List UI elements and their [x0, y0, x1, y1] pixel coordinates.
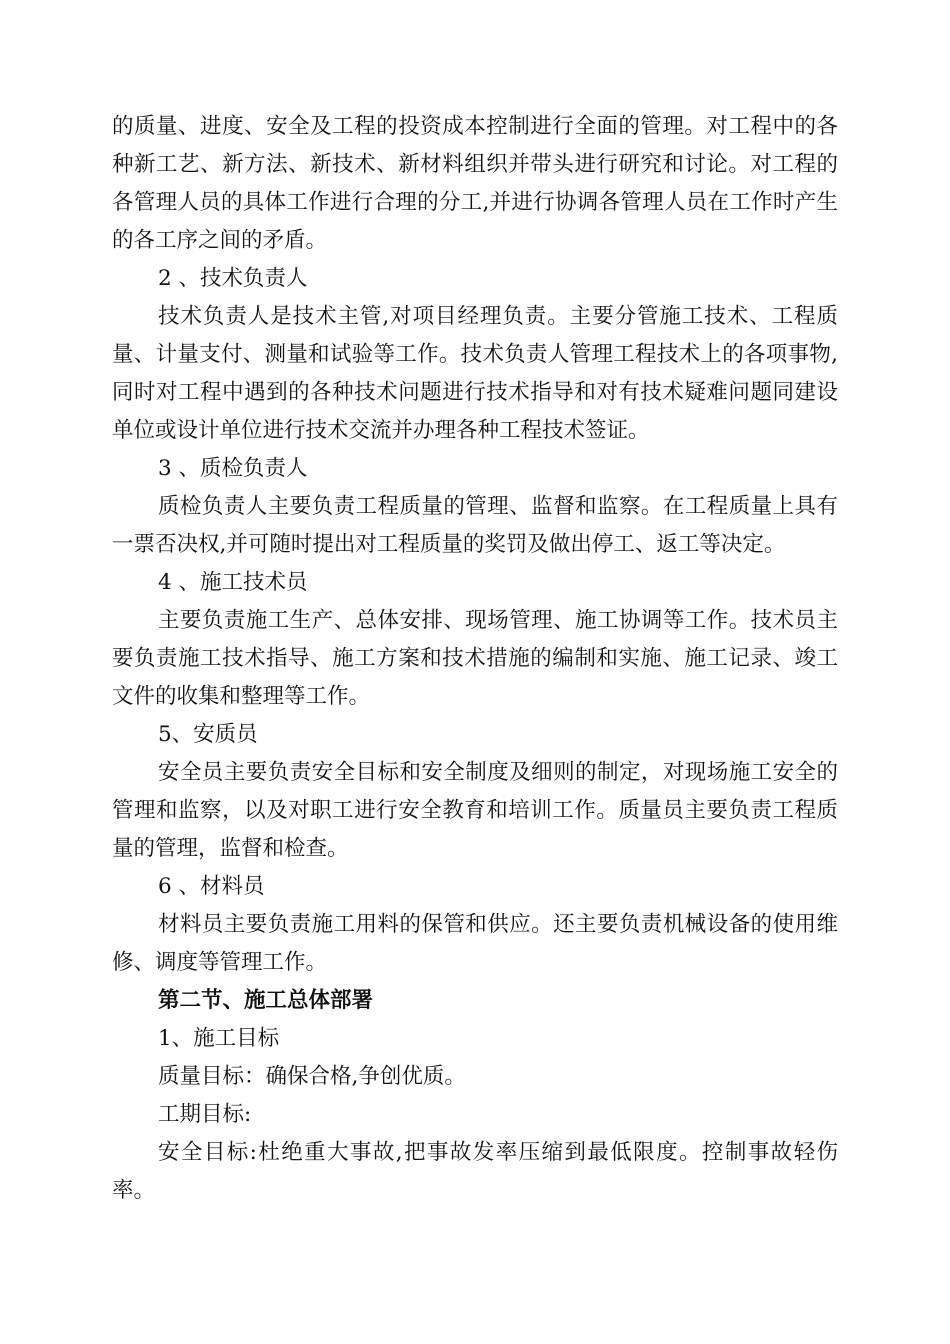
heading-technical-lead: 2 、技术负责人	[158, 266, 308, 291]
paragraph-safety-quality-officer: 安全员主要负责安全目标和安全制度及细则的制定，对现场施工安全的管理和监察，以及对职工进行安全教育和培训工作。质量员主要负责工程质量的管理，监督和检查。	[112, 760, 838, 861]
paragraph-technical-lead: 技术负责人是技术主管,对项目经理负责。主要分管施工技术、工程质量、计量支付、测量和试验等工作。技术负责人管理工程技术上的各项事物,同时对工程中遇到的各种技术问题进行技术指导和对有技术疑难问题同建设单位或设计单位进行技术交流并办理各种工程技术签证。	[112, 304, 838, 443]
paragraph-quality-inspection-lead: 质检负责人主要负责工程质量的管理、监督和监察。在工程质量上具有一票否决权,并可随时提出对工程质量的奖罚及做出停工、返工等决定。	[112, 494, 838, 557]
heading-quality-inspection-lead: 3 、质检负责人	[158, 456, 308, 481]
section-title: 第二节、施工总体部署	[158, 988, 374, 1013]
heading-construction-goals: 1、施工目标	[158, 1026, 280, 1051]
goal-safety: 安全目标:杜绝重大事故,把事故发率压缩到最低限度。控制事故轻伤率。	[112, 1140, 838, 1203]
paragraph-material-officer: 材料员主要负责施工用料的保管和供应。还主要负责机械设备的使用维修、调度等管理工作。	[112, 912, 838, 975]
document-page	[112, 108, 838, 1210]
goal-quality: 质量目标：确保合格,争创优质。	[158, 1064, 466, 1089]
heading-construction-technician: 4 、施工技术员	[158, 570, 308, 595]
paragraph-construction-technician: 主要负责施工生产、总体安排、现场管理、施工协调等工作。技术员主要负责施工技术指导、施工方案和技术措施的编制和实施、施工记录、竣工文件的收集和整理等工作。	[112, 608, 838, 709]
goal-schedule: 工期目标:	[158, 1102, 252, 1127]
heading-material-officer: 6 、材料员	[158, 874, 265, 899]
paragraph-intro: 的质量、进度、安全及工程的投资成本控制进行全面的管理。对工程中的各种新工艺、新方法、新技术、新材料组织并带头进行研究和讨论。对工程的各管理人员的具体工作进行合理的分工,并进行协调各管理人员在工作时产生的各工序之间的矛盾。	[112, 114, 838, 253]
heading-safety-quality-officer: 5、安质员	[158, 722, 258, 747]
